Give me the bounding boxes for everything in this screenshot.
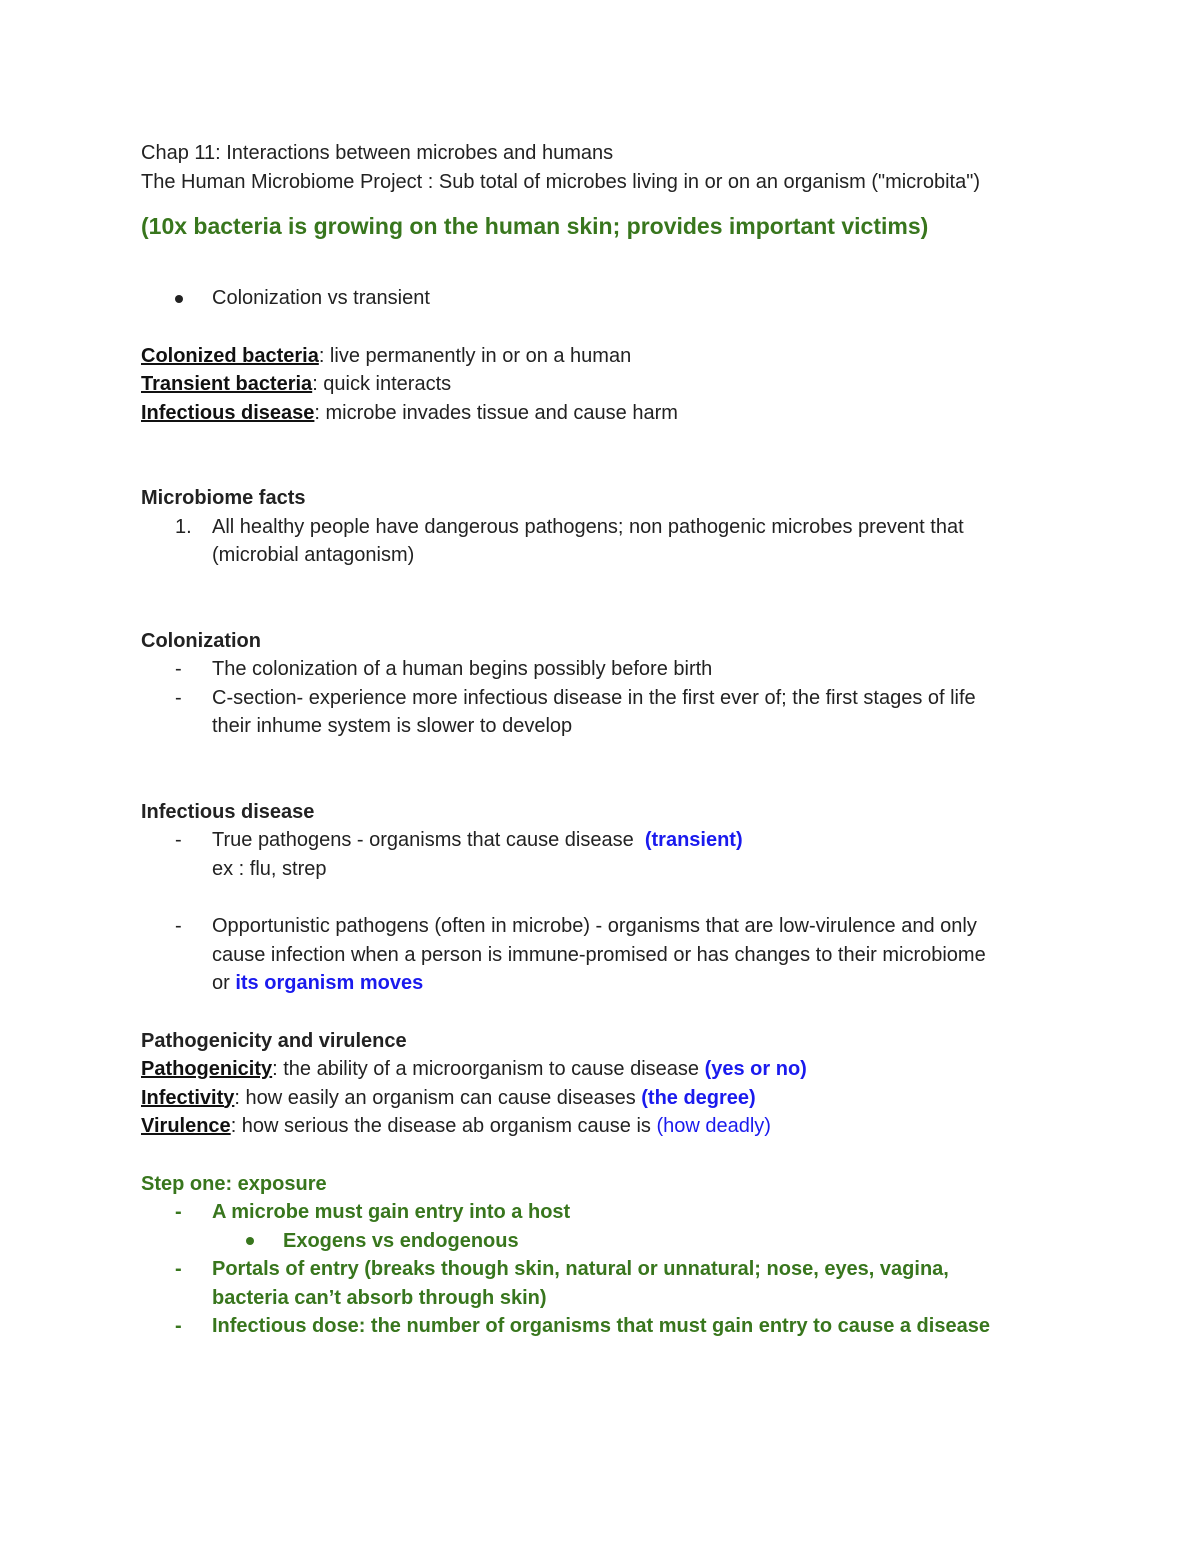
tag-text: (the degree) bbox=[641, 1086, 756, 1109]
definition-term: Pathogenicity bbox=[141, 1058, 273, 1080]
sub-bullet-item bbox=[141, 1227, 1101, 1256]
definition-row bbox=[141, 1084, 1101, 1113]
dash-item bbox=[141, 1255, 1101, 1284]
tag-text: (yes or no) bbox=[704, 1058, 807, 1080]
definition-term: Virulence bbox=[141, 1115, 231, 1137]
bullet-icon bbox=[175, 284, 183, 313]
definition-row bbox=[141, 1112, 1101, 1141]
list-continuation: cause infection when a person is immune-promised or has changes to their microbiome bbox=[212, 943, 986, 966]
definition-term: Transient bacteria bbox=[141, 373, 313, 395]
list-continuation: bacteria can’t absorb through skin) bbox=[212, 1286, 547, 1309]
definition-row bbox=[141, 342, 1101, 371]
list-text: or bbox=[212, 972, 236, 994]
list-text: True pathogens - organisms that cause disease bbox=[212, 829, 645, 851]
bullet-text: Colonization vs transient bbox=[212, 287, 430, 309]
list-number: 1. bbox=[175, 515, 192, 538]
numbered-item bbox=[141, 513, 1101, 542]
project-definition: The Human Microbiome Project : Sub total of microbes living in or on an organism ("microbita") bbox=[141, 170, 980, 193]
definition-row bbox=[141, 399, 1101, 428]
dash-marker: - bbox=[175, 686, 182, 709]
definition-term: Colonized bacteria bbox=[141, 344, 319, 367]
tag-text: its organism moves bbox=[235, 972, 424, 994]
dash-marker: - bbox=[175, 829, 182, 851]
dash-marker: - bbox=[175, 658, 182, 680]
document-page bbox=[141, 139, 1101, 1341]
bullet-icon bbox=[246, 1227, 254, 1256]
bullet-item bbox=[141, 284, 1101, 313]
definition-text: : how easily an organism can cause diseases bbox=[234, 1086, 642, 1109]
definition-term: Infectivity bbox=[141, 1086, 235, 1109]
dash-item bbox=[141, 684, 1101, 713]
list-text: C-section- experience more infectious disease in the first ever of; the first stages of life bbox=[212, 686, 976, 709]
section-heading-infectious: Infectious disease bbox=[141, 800, 315, 823]
list-continuation: ex : flu, strep bbox=[212, 857, 327, 880]
list-continuation: (microbial antagonism) bbox=[212, 544, 415, 566]
definition-row bbox=[141, 370, 1101, 399]
tag-text: (how deadly) bbox=[656, 1115, 771, 1137]
definition-term: Infectious disease bbox=[141, 401, 315, 424]
highlight-note: (10x bacteria is growing on the human skin; provides important victims) bbox=[141, 213, 929, 239]
list-text: Opportunistic pathogens (often in microbe) - organisms that are low-virulence and only bbox=[212, 915, 977, 937]
definition-text: : quick interacts bbox=[312, 373, 452, 395]
section-heading-step-one: Step one: exposure bbox=[141, 1172, 327, 1195]
definition-text: : how serious the disease ab organism cause is bbox=[230, 1115, 657, 1137]
definition-text: : live permanently in or on a human bbox=[318, 344, 632, 367]
definition-text: : microbe invades tissue and cause harm bbox=[314, 401, 678, 424]
dash-marker: - bbox=[175, 1258, 182, 1280]
list-text: The colonization of a human begins possibly before birth bbox=[212, 658, 713, 680]
section-heading-pathogenicity: Pathogenicity and virulence bbox=[141, 1029, 407, 1052]
tag-text: (transient) bbox=[644, 829, 743, 851]
section-heading-microbiome: Microbiome facts bbox=[141, 487, 306, 509]
definition-row bbox=[141, 1055, 1101, 1084]
dash-marker: - bbox=[175, 1201, 182, 1223]
list-continuation: their inhume system is slower to develop bbox=[212, 715, 573, 737]
list-text: Exogens vs endogenous bbox=[283, 1229, 519, 1252]
chapter-title: Chap 11: Interactions between microbes and humans bbox=[141, 142, 614, 164]
dash-marker: - bbox=[175, 915, 182, 937]
list-text: A microbe must gain entry into a host bbox=[212, 1201, 571, 1223]
list-text: Portals of entry (breaks though skin, natural or unnatural; nose, eyes, vagina, bbox=[212, 1258, 949, 1280]
list-continuation bbox=[141, 969, 1101, 998]
dash-item bbox=[141, 912, 1101, 941]
dash-item bbox=[141, 826, 1101, 855]
dash-marker: - bbox=[175, 1315, 182, 1337]
dash-item bbox=[141, 1312, 1101, 1341]
list-text: All healthy people have dangerous pathogens; non pathogenic microbes prevent that bbox=[212, 515, 964, 538]
dash-item bbox=[141, 1198, 1101, 1227]
section-heading-colonization: Colonization bbox=[141, 629, 261, 652]
list-text: Infectious dose: the number of organisms that must gain entry to cause a disease bbox=[212, 1315, 990, 1337]
definition-text: : the ability of a microorganism to cause disease bbox=[272, 1058, 705, 1080]
dash-item bbox=[141, 655, 1101, 684]
